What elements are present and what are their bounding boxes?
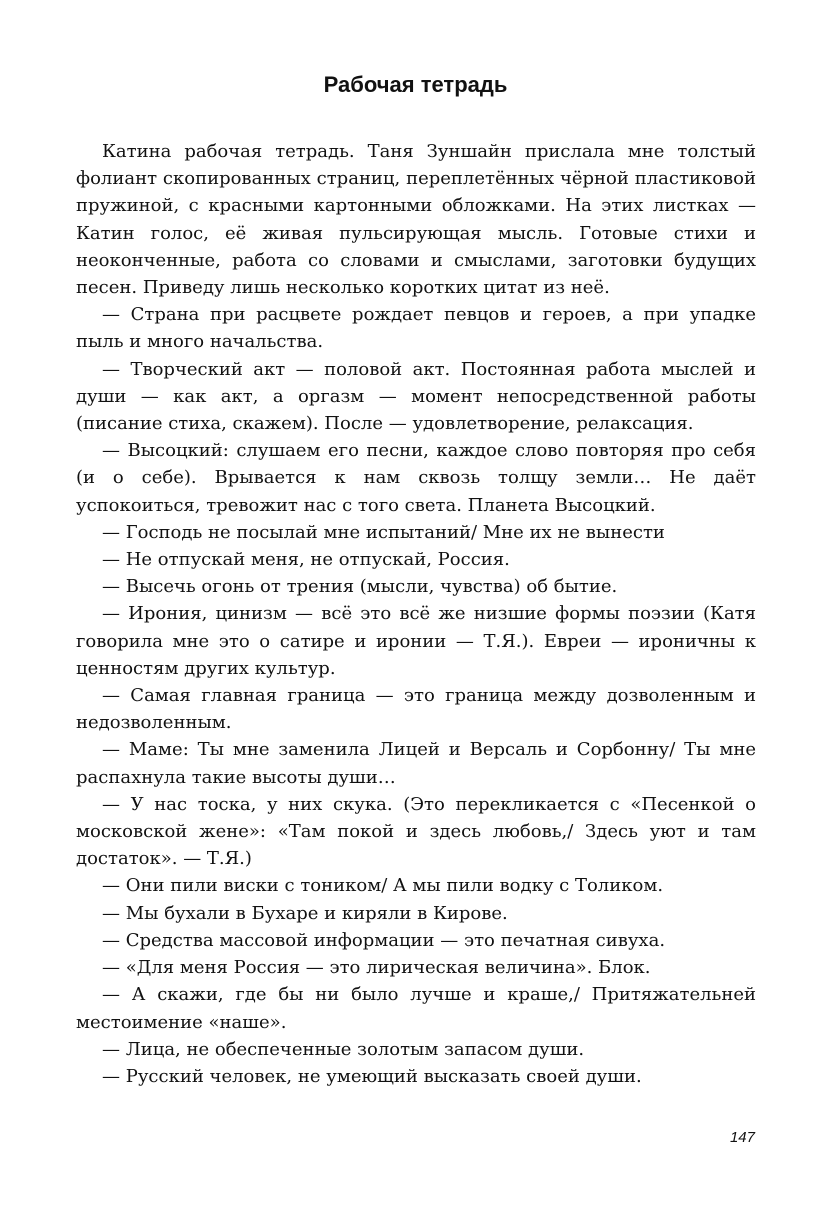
- quote-paragraph: — Ирония, цинизм — всё это всё же низшие формы поэзии (Катя говорила мне это о сатире и иронии — Т.Я.). Евреи — ироничны к ценностям других культур.: [76, 603, 756, 679]
- quote-paragraph: — А скажи, где бы ни было лучше и краше,/ Притяжательней местоимение «наше».: [76, 984, 756, 1033]
- quote-paragraph: — Творческий акт — половой акт. Постоянная работа мыслей и души — как акт, а оргазм — момент непосредственной работы (писание стиха, скажем). После — удовлетворение, релаксация.: [76, 358, 756, 435]
- quote-paragraph: — Маме: Ты мне заменила Лицей и Версаль и Сорбонну/ Ты мне распахнула такие высоты души…: [76, 739, 756, 788]
- quote-paragraph: — Самая главная граница — это граница между дозволенным и недозволенным.: [76, 685, 756, 734]
- quote-paragraph: — Они пили виски с тоником/ А мы пили водку с Толиком.: [102, 875, 664, 897]
- page-number: 147: [729, 1129, 755, 1146]
- quote-paragraph: — Не отпускай меня, не отпускай, Россия.: [102, 549, 510, 571]
- quote-paragraph: — Русский человек, не умеющий высказать своей души.: [102, 1065, 642, 1087]
- quote-paragraph: — Высечь огонь от трения (мысли, чувства) об бытие.: [102, 576, 618, 598]
- quote-paragraph: — Лица, не обеспеченные золотым запасом души.: [102, 1038, 585, 1060]
- quote-paragraph: — Средства массовой информации — это печатная сивуха.: [102, 929, 666, 951]
- quote-paragraph: — «Для меня Россия — это лирическая величина». Блок.: [102, 957, 651, 979]
- quote-paragraph: — Высоцкий: слушаем его песни, каждое слово повторяя про себя (и о себе). Врывается к нам сквозь толщу земли… Не даёт успокоиться, тревожит нас с того света. Планета Высоцкий.: [76, 440, 756, 516]
- quote-paragraph: — У нас тоска, у них скука. (Это перекликается с «Песенкой о московской жене»: «Там покой и здесь любовь,/ Здесь уют и там достаток». — Т.Я.): [76, 793, 756, 870]
- quote-paragraph: — Господь не посылай мне испытаний/ Мне их не вынести: [102, 521, 665, 543]
- body-text: [76, 138, 756, 1090]
- page-title: Рабочая тетрадь: [323, 72, 508, 97]
- quote-paragraph: — Мы бухали в Бухаре и киряли в Кирове.: [102, 902, 508, 924]
- quote-paragraph: — Страна при расцвете рождает певцов и героев, а при упадке пыль и много начальства.: [76, 304, 756, 353]
- intro-paragraph: Катина рабочая тетрадь. Таня Зуншайн прислала мне толстый фолиант скопированных страниц, переплетённых чёрной пластиковой пружиной, с красными картонными обложками. На этих листках — Катин голос, её живая пульсирующая мысль. Готовые стихи и неоконченные, работа со словами и смыслами, заготовки будущих песен. Приведу лишь несколько коротких цитат из неё.: [76, 141, 756, 299]
